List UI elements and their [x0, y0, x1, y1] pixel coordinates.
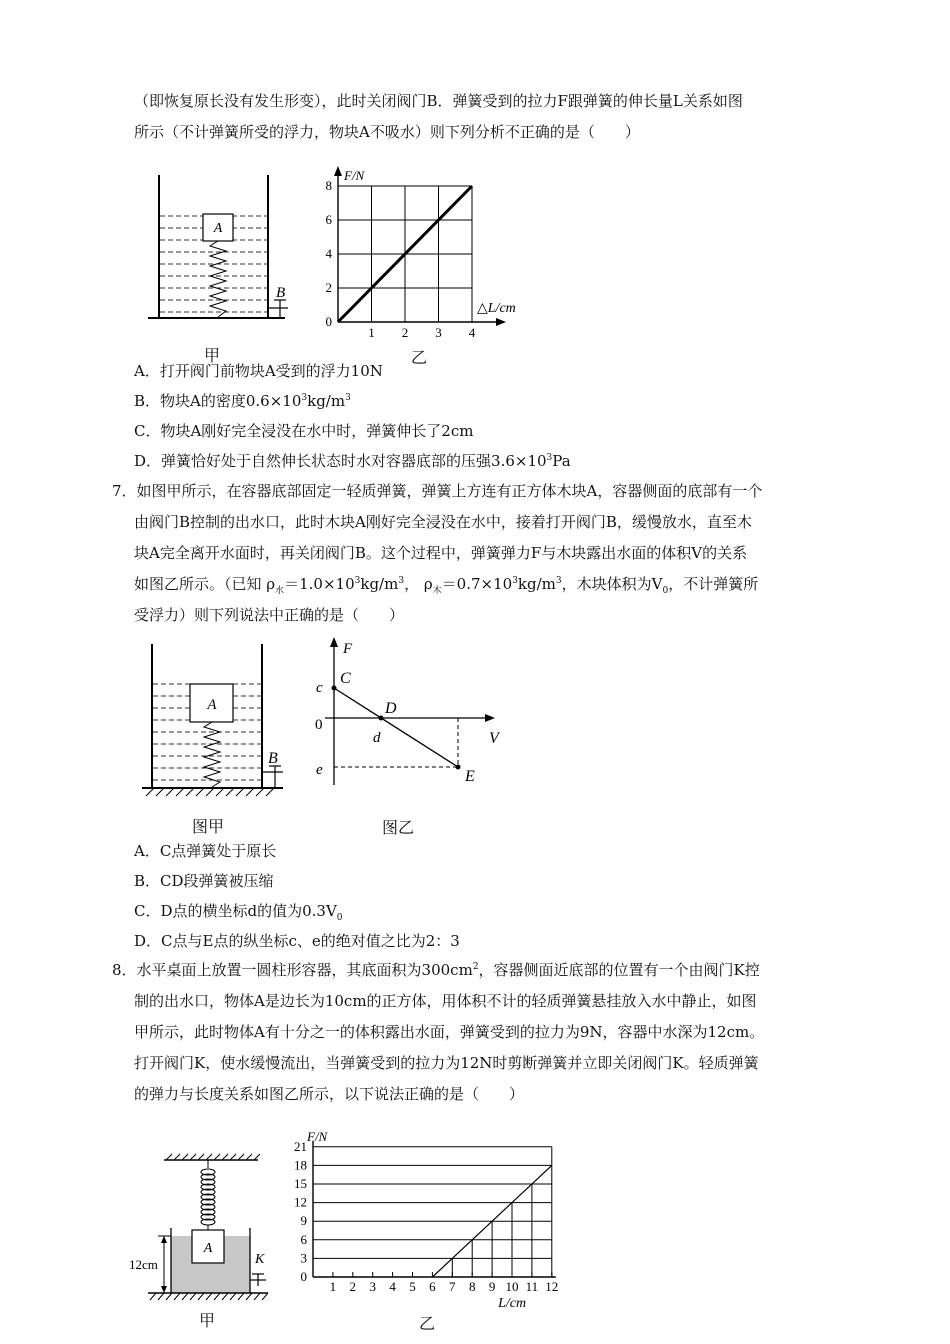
q8-block-label: A — [203, 1241, 213, 1256]
q8-chart — [285, 1125, 559, 1311]
q7-chart — [305, 635, 505, 790]
q6-y-axis-label: F/N — [344, 168, 365, 183]
q7-option-a: A．C点弹簧处于原长 — [134, 842, 277, 860]
q7-point-e-label: E — [465, 768, 475, 785]
q8-x-tick: 2 — [349, 1279, 357, 1294]
q7-point-d-label: D — [385, 700, 397, 717]
q6-option-b: B．物块A的密度$0.6\times 10^3kg/m^3$ — [134, 392, 351, 410]
q8-stem-line-4: 打开阀门K，使水缓慢流出，当弹簧受到的拉力为12N时剪断弹簧并立即关闭阀门K。轻质弹簧 — [134, 1054, 759, 1072]
q6-x-arrow — [496, 318, 506, 326]
q6-y-tick: 8 — [325, 178, 332, 193]
q7-container-figure — [138, 640, 298, 805]
q8-y-tick: 18 — [294, 1157, 307, 1173]
q7-stem-line-5: 受浮力）则下列说法中正确的是（ ） — [134, 606, 405, 624]
q8-stem-line-5: 的弹力与长度关系如图乙所示，以下说法正确的是（ ） — [134, 1085, 525, 1103]
q8-x-tick: 4 — [389, 1279, 396, 1294]
q7-stem-line-2: 由阀门B控制的出水口，此时木块A刚好完全浸没在水中，接着打开阀门B，缓慢放水，直至木 — [134, 513, 752, 531]
q8-y-axis-label: F/N — [307, 1128, 328, 1144]
q6-y-arrow — [334, 166, 342, 176]
q6-y-tick: 4 — [325, 246, 332, 261]
q8-x-tick: 3 — [369, 1279, 376, 1294]
q7-stem-line-1: 7．如图甲所示，在容器底部固定一轻质弹簧，弹簧上方连有正方体木块A，容器侧面的底部有一个 — [112, 482, 763, 500]
intro-line-2: 所示（不计弹簧所受的浮力，物块A不吸水）则下列分析不正确的是（ ） — [134, 123, 640, 141]
q6-left-caption: 甲 — [204, 346, 221, 365]
q8-x-tick: 8 — [468, 1279, 476, 1294]
q7-point-e — [456, 765, 461, 770]
q7-origin-label: 0 — [315, 717, 323, 733]
q8-x-tick: 5 — [409, 1279, 416, 1294]
q7-x-axis-label: V — [489, 730, 499, 747]
q7-c-label: c — [316, 680, 323, 696]
q6-x-axis-label: △L/cm — [477, 301, 516, 316]
q7-option-b: B．CD段弹簧被压缩 — [134, 872, 274, 890]
q8-stem-line-2: 制的出水口，物体A是边长为10cm的正方体，用体积不计的轻质弹簧悬挂放入水中静止，如图 — [134, 992, 757, 1010]
q7-option-d: D．C点与E点的纵坐标c、e的绝对值之比为2：3 — [134, 932, 460, 950]
q7-option-c: C．D点的横坐标d的值为$0.3V_0$ — [134, 902, 343, 923]
q8-x-tick: 12 — [545, 1279, 559, 1294]
q7-left-caption: 图甲 — [192, 817, 225, 836]
q6-y-tick: 6 — [325, 212, 332, 227]
q6-valve-label: B — [276, 285, 286, 301]
q6-block-label: A — [213, 221, 223, 236]
q8-y-tick: 15 — [294, 1176, 307, 1191]
q8-y-tick: 21 — [294, 1138, 307, 1154]
q7-stem-line-4: 如图乙所示。（已知 $\rho_水=1.0\times 10^3kg/m^3$， $\rho_木=0.7\times 10^3kg/m^3$，木块体积为$V_0$，不计弹簧所 — [134, 575, 759, 596]
q8-depth-label: 12cm — [129, 1257, 158, 1272]
q8-x-tick: 6 — [429, 1279, 436, 1294]
q8-x-tick: 9 — [488, 1279, 496, 1294]
q8-origin-label: 0 — [300, 1269, 307, 1284]
q8-chart-caption: 乙 — [419, 1314, 436, 1333]
q6-x-tick: 2 — [401, 325, 409, 340]
q7-chart-caption: 图乙 — [382, 818, 415, 837]
q7-valve-label: B — [268, 750, 278, 767]
q6-option-c: C．物块A刚好完全浸没在水中时，弹簧伸长了2cm — [134, 422, 474, 440]
q8-left-caption: 甲 — [199, 1311, 216, 1330]
q7-d-label: d — [373, 730, 381, 746]
q8-x-tick: 1 — [329, 1279, 337, 1294]
q8-y-tick: 3 — [300, 1250, 307, 1266]
q8-y-tick: 6 — [300, 1231, 307, 1247]
q7-point-c-label: C — [340, 670, 351, 687]
q8-container-figure — [128, 1150, 278, 1325]
q7-point-d — [379, 716, 384, 721]
q7-block-label: A — [207, 697, 217, 713]
q6-chart-caption: 乙 — [411, 348, 428, 367]
q7-y-axis-label: F — [343, 641, 353, 657]
q8-x-tick: 10 — [505, 1279, 519, 1294]
q7-e-label: e — [316, 762, 323, 778]
q7-point-c — [332, 686, 337, 691]
q6-chart — [320, 165, 550, 345]
q8-y-tick: 12 — [294, 1194, 307, 1210]
q8-x-tick: 7 — [449, 1279, 456, 1294]
q6-option-d: D．弹簧恰好处于自然伸长状态时水对容器底部的压强$3.6\times 10^3Pa$ — [134, 452, 571, 470]
q6-y-tick: 2 — [325, 280, 332, 295]
intro-line-1: （即恢复原长没有发生形变），此时关闭阀门B．弹簧受到的拉力F跟弹簧的伸长量L关系如图 — [134, 92, 743, 110]
q6-x-tick: 4 — [468, 325, 476, 340]
q7-stem-line-3: 块A完全离开水面时，再关闭阀门B。这个过程中，弹簧弹力F与木块露出水面的体积V的关系 — [134, 544, 748, 562]
q8-y-tick: 9 — [300, 1213, 307, 1229]
q6-container-figure — [140, 170, 300, 350]
q6-x-tick: 3 — [435, 325, 442, 340]
q8-x-axis-label: L/cm — [498, 1296, 527, 1311]
q6-x-tick: 1 — [368, 325, 375, 340]
q6-origin-label: 0 — [325, 314, 332, 329]
q8-stem-line-3: 甲所示，此时物体A有十分之一的体积露出水面，弹簧受到的拉力为9N，容器中水深为12cm。 — [134, 1023, 765, 1041]
q6-option-a: A．打开阀门前物块A受到的浮力10N — [134, 362, 383, 380]
q8-x-tick: 11 — [525, 1279, 539, 1294]
q8-valve-label: K — [255, 1252, 265, 1267]
q8-stem-line-1: 8．水平桌面上放置一圆柱形容器，其底面积为$300cm^2$，容器侧面近底部的位置有一个由阀门K控 — [112, 961, 760, 979]
